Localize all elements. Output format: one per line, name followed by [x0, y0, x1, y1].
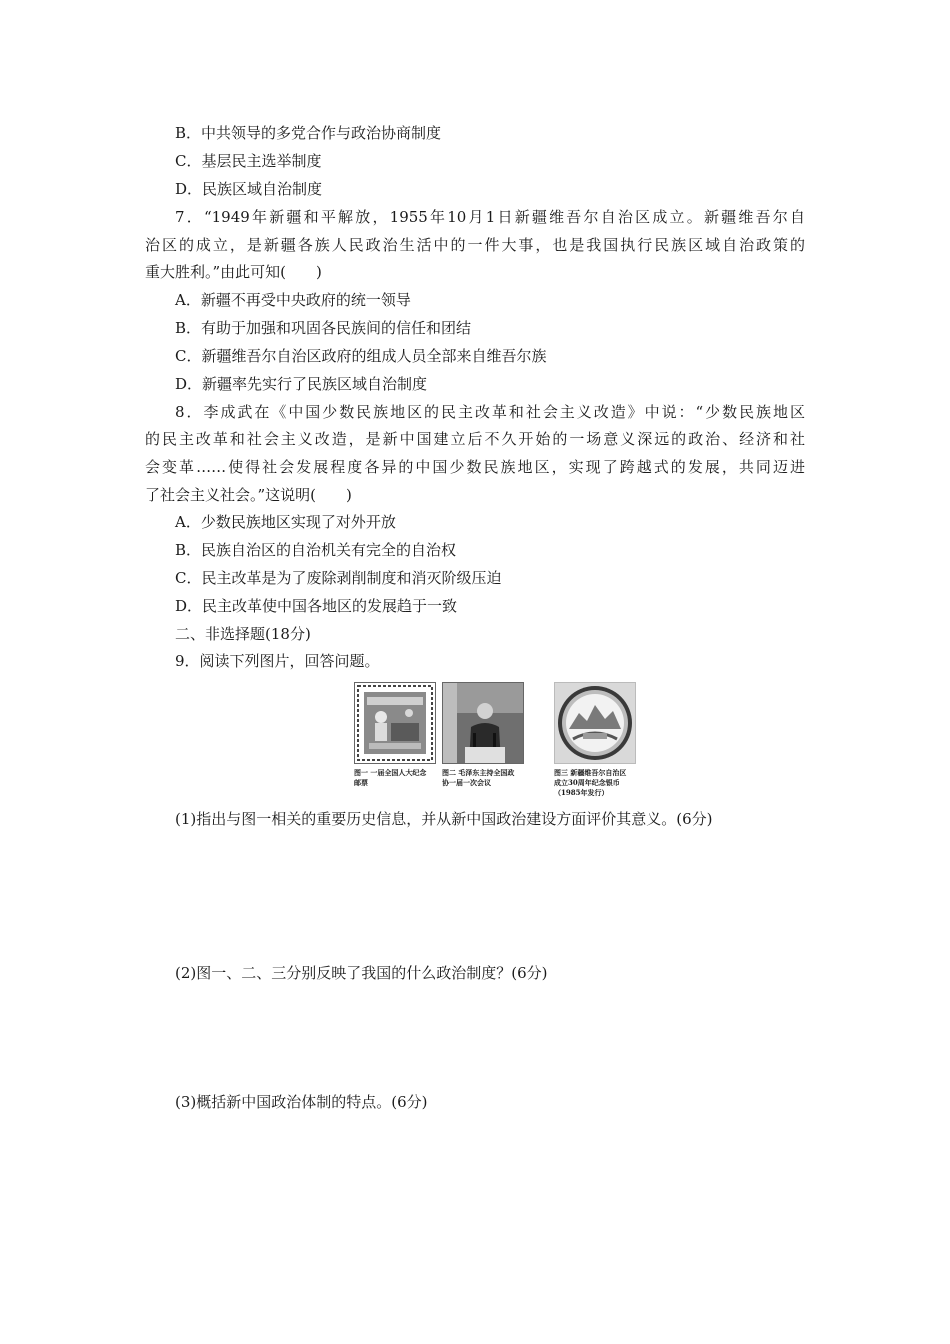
coin-image: [554, 682, 636, 764]
figure-3: [550, 682, 640, 798]
q8-option-d: D．民主改革使中国各地区的发展趋于一致: [175, 597, 458, 615]
q9-figures: [340, 682, 660, 802]
q6-option-c: C．基层民主选举制度: [175, 152, 322, 170]
speech-photo: [442, 682, 524, 764]
section-2-title: 二、非选择题(18分): [175, 625, 311, 643]
q7-stem-line-3: 重大胜利。”由此可知( ): [145, 263, 322, 281]
stamp-image: [354, 682, 436, 764]
q7-option-d: D．新疆率先实行了民族区域自治制度: [175, 375, 428, 393]
q8-stem-line-1: 8．李成武在《中国少数民族地区的民主改革和社会主义改造》中说：“少数民族地区: [175, 403, 805, 421]
q8-stem-line-3: 会变革……使得社会发展程度各异的中国少数民族地区，实现了跨越式的发展，共同迈进: [145, 458, 805, 476]
figure-1-caption: 图一 一届全国人大纪念邮票: [354, 768, 427, 787]
q7-option-b: B．有助于加强和巩固各民族间的信任和团结: [175, 319, 472, 337]
q8-option-c: C．民主改革是为了废除剥削制度和消灭阶级压迫: [175, 569, 502, 587]
q9-sub-question-1: (1)指出与图一相关的重要历史信息，并从新中国政治建设方面评价其意义。(6分): [175, 810, 713, 828]
q6-option-d: D．民族区域自治制度: [175, 180, 323, 198]
figure-2-caption: 图二 毛泽东主持全国政协一届一次会议: [442, 768, 515, 787]
q6-option-b: B．中共领导的多党合作与政治协商制度: [175, 124, 442, 142]
q7-option-a: A．新疆不再受中央政府的统一领导: [175, 291, 411, 309]
q7-stem-line-1: 7．“1949年新疆和平解放，1955年10月1日新疆维吾尔自治区成立。新疆维吾尔自: [175, 208, 805, 226]
figure-1: [350, 682, 440, 788]
q9-sub-question-2: (2)图一、二、三分别反映了我国的什么政治制度？(6分): [175, 964, 548, 982]
q8-option-b: B．民族自治区的自治机关有完全的自治权: [175, 541, 457, 559]
q8-stem-line-2: 的民主改革和社会主义改造，是新中国建立后不久开始的一场意义深远的政治、经济和社: [145, 430, 805, 448]
q8-stem-line-4: 了社会主义社会。”这说明( ): [145, 486, 352, 504]
q8-option-a: A．少数民族地区实现了对外开放: [175, 513, 396, 531]
figure-2: [438, 682, 528, 788]
q7-option-c: C．新疆维吾尔自治区政府的组成人员全部来自维吾尔族: [175, 347, 547, 365]
q7-stem-line-2: 治区的成立，是新疆各族人民政治生活中的一件大事，也是我国执行民族区域自治政策的: [145, 236, 805, 254]
figure-3-caption: 图三 新疆维吾尔自治区成立30周年纪念银币（1985年发行）: [554, 768, 627, 797]
q9-stem: 9．阅读下列图片，回答问题。: [175, 652, 380, 670]
q9-sub-question-3: (3)概括新中国政治体制的特点。(6分): [175, 1093, 428, 1111]
